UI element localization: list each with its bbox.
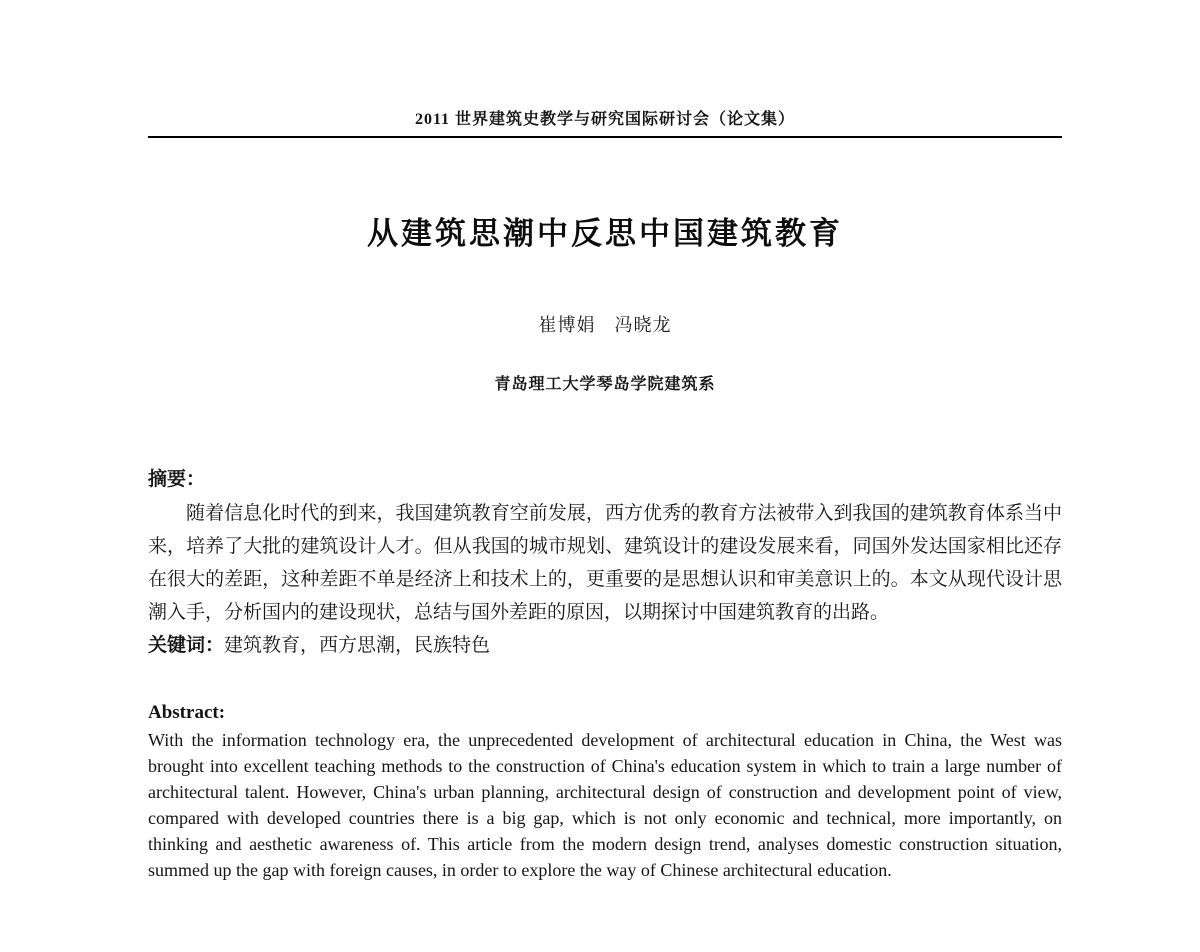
header-rule: [148, 136, 1062, 138]
abstract-en-body: With the information technology era, the unprecedented development of architectural education in China, the West was brought into excellent teaching methods to the construction of China's education system in which to train a large number of architectural talent. However, China's urban planning, architectural design of construction and development point of view, compared with developed countries there is a big gap, which is not only economic and technical, more importantly, on thinking and aesthetic awareness of. This article from the modern design trend, analyses domestic construction situation, summed up the gap with foreign causes, in order to explore the way of Chinese architectural education.: [148, 730, 1062, 880]
abstract-cn-label: 摘要：: [148, 469, 206, 490]
page-header: [148, 0, 1062, 138]
abstract-cn-body: 随着信息化时代的到来，我国建筑教育空前发展，西方优秀的教育方法被带入到我国的建筑教育体系当中来，培养了大批的建筑设计人才。但从我国的城市规划、建筑设计的建设发展来看，同国外发达国家相比还存在很大的差距，这种差距不单是经济上和技术上的，更重要的是思想认识和审美意识上的。本文从现代设计思潮入手，分析国内的建设现状，总结与国外差距的原因，以期探讨中国建筑教育的出路。: [148, 503, 1062, 623]
keywords-body: 建筑教育，西方思潮，民族特色: [224, 635, 491, 656]
abstract-en-label: Abstract:: [148, 702, 226, 723]
keywords-line: [148, 629, 1062, 662]
conference-header: 2011 世界建筑史教学与研究国际研讨会（论文集）: [414, 111, 796, 128]
affiliation: 青岛理工大学琴岛学院建筑系: [494, 376, 716, 393]
paper-title: 从建筑思潮中反思中国建筑教育: [367, 216, 843, 251]
keywords-label: 关键词：: [148, 635, 225, 656]
authors: 崔博娟 冯晓龙: [538, 315, 672, 335]
